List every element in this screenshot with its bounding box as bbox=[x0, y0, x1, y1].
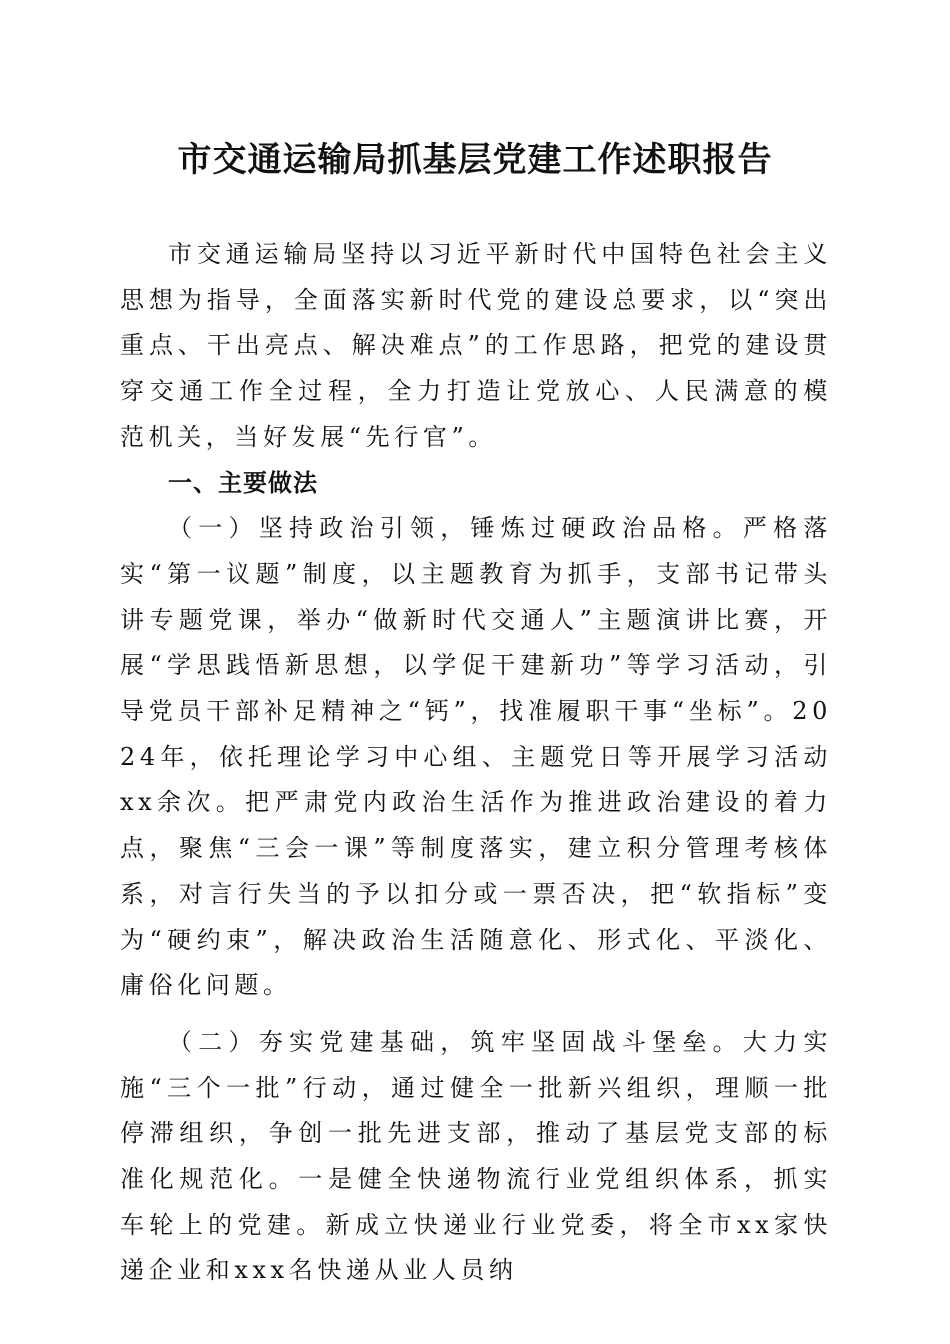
item-1-text: 严格落实“第一议题”制度，以主题教育为抓手，支部书记带头讲专题党课，举办“做新时代交通人”主题演讲比赛，开展“学思践悟新思想，以学促干建新功”等学习活动，引导党员干部补足精神之“钙”，找准履职干事“坐标”。2024年，依托理论学习中心组、主题党日等开展学习活动xx余次。把严肃党内政治生活作为推进政治建设的着力点，聚焦“三会一课”等制度落实，建立积分管理考核体系，对言行失当的予以扣分或一票否决，把“软指标”变为“硬约束”，解决政治生活随意化、形式化、平淡化、庸俗化问题。 bbox=[120, 514, 832, 1000]
document-body bbox=[120, 232, 832, 1294]
item-2-text: 大力实施“三个一批”行动，通过健全一批新兴组织，理顺一批停滞组织，争创一批先进支部，推动了基层党支部的标准化规范化。一是健全快递物流行业党组织体系，抓实车轮上的党建。新成立快递业行业党委，将全市xx家快递企业和xxx名快递从业人员纳 bbox=[120, 1027, 832, 1285]
item-2-paragraph bbox=[120, 1020, 832, 1294]
document-title: 市交通运输局抓基层党建工作述职报告 bbox=[177, 140, 773, 180]
section-heading-main-practices: 一、主要做法 bbox=[168, 468, 318, 497]
intro-paragraph: 市交通运输局坚持以习近平新时代中国特色社会主义思想为指导，全面落实新时代党的建设总要求，以“突出重点、干出亮点、解决难点”的工作思路，把党的建设贯穿交通工作全过程，全力打造让党放心、人民满意的模范机关，当好发展“先行官”。 bbox=[120, 240, 832, 451]
item-1-paragraph bbox=[120, 506, 832, 1009]
item-1-lead: （一）坚持政治引领，锤炼过硬政治品格。 bbox=[168, 514, 743, 543]
item-2-lead: （二）夯实党建基础，筑牢坚固战斗堡垒。 bbox=[168, 1027, 743, 1056]
